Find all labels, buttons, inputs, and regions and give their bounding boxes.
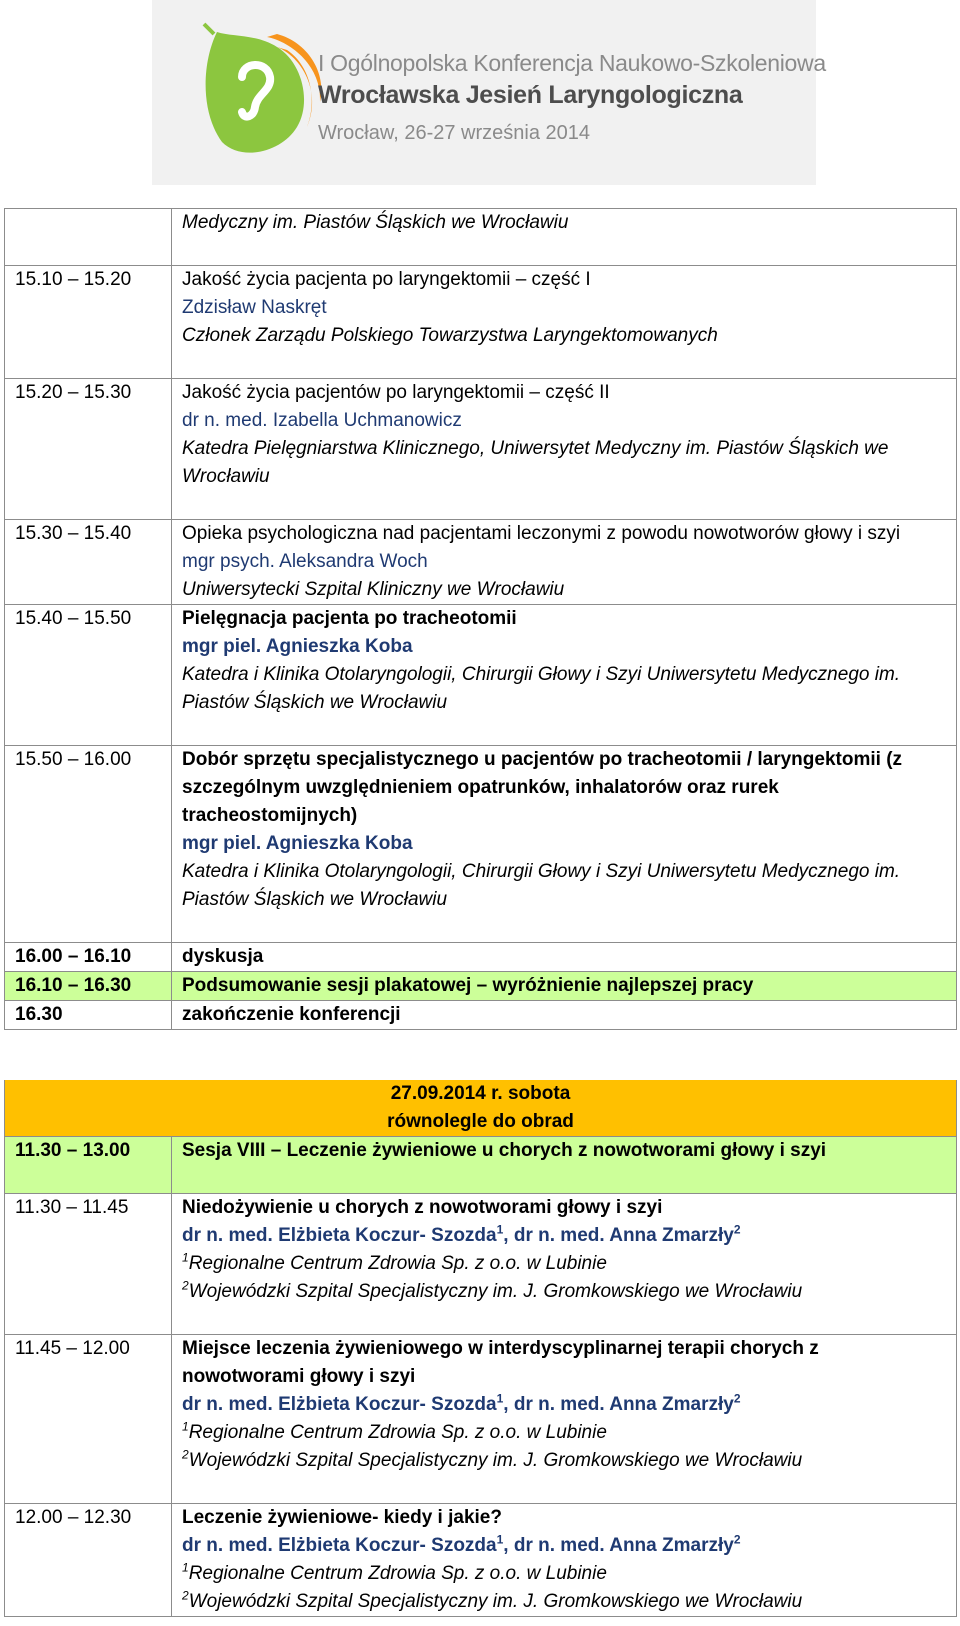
affil-text: Wojewódzki Szpital Specjalistyczny im. J. Gromkowskiego we Wrocławiu bbox=[188, 1281, 803, 1302]
speaker-name: Aleksandra Woch bbox=[279, 551, 428, 572]
time-cell: 16.00 – 16.10 bbox=[5, 943, 172, 972]
banner-text bbox=[318, 50, 826, 145]
conference-banner bbox=[152, 0, 826, 185]
time-cell: 11.30 – 11.45 bbox=[5, 1194, 172, 1335]
speaker-name: Agnieszka Koba bbox=[265, 833, 413, 854]
speaker-degree: mgr piel. bbox=[182, 636, 262, 657]
speaker-sup: 2 bbox=[733, 1222, 741, 1237]
speaker-name: Zdzisław Naskręt bbox=[182, 297, 327, 318]
program-table-day2 bbox=[4, 1080, 957, 1617]
affiliation: Katedra i Klinika Otolaryngologii, Chirurgii Głowy i Szyi Uniwersytetu Medycznego im. Piastów Śląskich we Wrocławiu bbox=[182, 664, 901, 713]
affiliation bbox=[182, 1278, 946, 1306]
speaker-degree: dr n. med. bbox=[182, 1535, 273, 1556]
talk-cell bbox=[172, 1504, 957, 1617]
affil-text: Regionalne Centrum Zdrowia Sp. z o.o. w Lubinie bbox=[188, 1563, 607, 1584]
table-row bbox=[5, 379, 957, 520]
affiliation: Uniwersytecki Szpital Kliniczny we Wrocławiu bbox=[182, 579, 565, 600]
speaker-sup: 2 bbox=[733, 1391, 741, 1406]
session-title: Sesja VIII – Leczenie żywieniowe u chorych z nowotworami głowy i szyi bbox=[172, 1137, 957, 1194]
talk-title: Miejsce leczenia żywieniowego w interdyscyplinarnej terapii chorych z nowotworami głowy i szyi bbox=[182, 1338, 819, 1387]
speaker-sup: 1 bbox=[496, 1532, 504, 1547]
talk-title: Dobór sprzętu specjalistycznego u pacjentów po tracheotomii / laryngektomii (z szczególnym uwzględnieniem opatrunków, inhalatorów oraz rurek tracheostomijnych) bbox=[182, 749, 903, 826]
affiliation: Członek Zarządu Polskiego Towarzystwa Laryngektomowanych bbox=[182, 325, 718, 346]
table-row bbox=[5, 1194, 957, 1335]
table-row bbox=[5, 1504, 957, 1617]
speakers bbox=[182, 1532, 946, 1560]
table-row bbox=[5, 1001, 957, 1030]
speaker-degree: mgr piel. bbox=[182, 833, 262, 854]
speaker-name: Agnieszka Koba bbox=[265, 636, 413, 657]
speaker-name: Anna Zmarzły bbox=[609, 1225, 734, 1246]
affil-text: Regionalne Centrum Zdrowia Sp. z o.o. w Lubinie bbox=[188, 1422, 607, 1443]
speaker bbox=[182, 407, 946, 435]
table-row bbox=[5, 520, 957, 605]
talk-title: Jakość życia pacjenta po laryngektomii – część I bbox=[182, 269, 591, 290]
speaker-degree: dr n. med. bbox=[513, 1535, 605, 1556]
speaker-degree: dr n. med. bbox=[182, 1225, 273, 1246]
program-table-day1 bbox=[4, 208, 957, 1030]
talk-cell bbox=[172, 1335, 957, 1504]
speaker-name: Anna Zmarzły bbox=[609, 1535, 734, 1556]
talk-title: Pielęgnacja pacjenta po tracheotomii bbox=[182, 608, 517, 629]
talk-cell: zakończenie konferencji bbox=[172, 1001, 957, 1030]
time-cell: 11.45 – 12.00 bbox=[5, 1335, 172, 1504]
day-header-row bbox=[5, 1080, 957, 1137]
time-cell: 15.50 – 16.00 bbox=[5, 746, 172, 943]
speaker-degree: dr n. med. bbox=[182, 410, 268, 431]
speaker-name: Elżbieta Koczur- Szozda bbox=[278, 1225, 497, 1246]
talk-title: Leczenie żywieniowe- kiedy i jakie? bbox=[182, 1507, 502, 1528]
talk-title: Opieka psychologiczna nad pacjentami leczonymi z powodu nowotworów głowy i szyi bbox=[182, 523, 901, 544]
affil-text: Regionalne Centrum Zdrowia Sp. z o.o. w Lubinie bbox=[188, 1253, 607, 1274]
time-cell: 15.10 – 15.20 bbox=[5, 266, 172, 379]
day-note: równolegle do obrad bbox=[387, 1111, 574, 1132]
time-cell: 16.10 – 16.30 bbox=[5, 972, 172, 1001]
separator: , bbox=[503, 1225, 514, 1246]
time-cell: 11.30 – 13.00 bbox=[5, 1137, 172, 1194]
affil-sup: 2 bbox=[182, 1278, 189, 1293]
table-row bbox=[5, 266, 957, 379]
speaker-degree: mgr psych. bbox=[182, 551, 275, 572]
table-row-highlight bbox=[5, 972, 957, 1001]
table-row bbox=[5, 209, 957, 266]
talk-cell bbox=[172, 746, 957, 943]
table-row bbox=[5, 746, 957, 943]
speaker-sup: 1 bbox=[496, 1222, 504, 1237]
speaker-degree: dr n. med. bbox=[513, 1394, 605, 1415]
affil-sup: 1 bbox=[182, 1250, 189, 1265]
talk-title: Jakość życia pacjentów po laryngektomii – część II bbox=[182, 382, 610, 403]
speaker-degree: dr n. med. bbox=[513, 1225, 605, 1246]
talk-cell bbox=[172, 209, 957, 266]
affiliation bbox=[182, 1250, 946, 1278]
speaker-name: Elżbieta Koczur- Szozda bbox=[278, 1394, 497, 1415]
conference-subtitle: I Ogólnopolska Konferencja Naukowo-Szkoleniowa bbox=[318, 50, 826, 76]
speakers bbox=[182, 1391, 946, 1419]
talk-title: Niedożywienie u chorych z nowotworami głowy i szyi bbox=[182, 1197, 663, 1218]
talk-cell bbox=[172, 266, 957, 379]
speaker bbox=[182, 633, 946, 661]
speaker-name: Anna Zmarzły bbox=[609, 1394, 734, 1415]
affil-sup: 2 bbox=[182, 1588, 189, 1603]
affiliation: Katedra i Klinika Otolaryngologii, Chirurgii Głowy i Szyi Uniwersytetu Medycznego im. Piastów Śląskich we Wrocławiu bbox=[182, 861, 901, 910]
conference-place-date: Wrocław, 26-27 września 2014 bbox=[318, 122, 590, 144]
speaker bbox=[182, 548, 946, 576]
time-cell: 12.00 – 12.30 bbox=[5, 1504, 172, 1617]
affil-sup: 2 bbox=[182, 1447, 189, 1462]
speaker-name: Izabella Uchmanowicz bbox=[272, 410, 462, 431]
affiliation bbox=[182, 1560, 946, 1588]
affiliation bbox=[182, 1419, 946, 1447]
affil-text: Wojewódzki Szpital Specjalistyczny im. J. Gromkowskiego we Wrocławiu bbox=[188, 1591, 803, 1612]
affiliation bbox=[182, 1588, 946, 1616]
talk-cell bbox=[172, 605, 957, 746]
affil-sup: 1 bbox=[182, 1560, 189, 1575]
affiliation bbox=[182, 1447, 946, 1475]
talk-cell bbox=[172, 520, 957, 605]
day-date: 27.09.2014 r. sobota bbox=[390, 1083, 571, 1104]
session-row bbox=[5, 1137, 957, 1194]
day-header bbox=[5, 1080, 957, 1137]
talk-cell: dyskusja bbox=[172, 943, 957, 972]
affil-text: Wojewódzki Szpital Specjalistyczny im. J. Gromkowskiego we Wrocławiu bbox=[188, 1450, 803, 1471]
conference-logo bbox=[182, 22, 332, 162]
conference-title: Wrocławska Jesień Laryngologiczna bbox=[318, 81, 743, 109]
speaker-sup: 2 bbox=[733, 1532, 741, 1547]
affil-sup: 1 bbox=[182, 1419, 189, 1434]
speaker-name: Elżbieta Koczur- Szozda bbox=[278, 1535, 497, 1556]
speaker-sup: 1 bbox=[496, 1391, 504, 1406]
time-cell: 15.40 – 15.50 bbox=[5, 605, 172, 746]
time-cell: 16.30 bbox=[5, 1001, 172, 1030]
separator: , bbox=[503, 1535, 514, 1556]
talk-cell bbox=[172, 1194, 957, 1335]
speaker-degree: dr n. med. bbox=[182, 1394, 273, 1415]
table-row bbox=[5, 605, 957, 746]
affiliation: Medyczny im. Piastów Śląskich we Wrocławiu bbox=[182, 212, 569, 233]
time-cell: 15.20 – 15.30 bbox=[5, 379, 172, 520]
talk-cell: Podsumowanie sesji plakatowej – wyróżnienie najlepszej pracy bbox=[172, 972, 957, 1001]
time-cell: 15.30 – 15.40 bbox=[5, 520, 172, 605]
separator: , bbox=[503, 1394, 514, 1415]
table-row bbox=[5, 1335, 957, 1504]
talk-cell bbox=[172, 379, 957, 520]
table-row bbox=[5, 943, 957, 972]
affiliation: Katedra Pielęgniarstwa Klinicznego, Uniwersytet Medyczny im. Piastów Śląskich we Wrocławiu bbox=[182, 438, 889, 487]
time-cell bbox=[5, 209, 172, 266]
speakers bbox=[182, 1222, 946, 1250]
speaker bbox=[182, 830, 946, 858]
